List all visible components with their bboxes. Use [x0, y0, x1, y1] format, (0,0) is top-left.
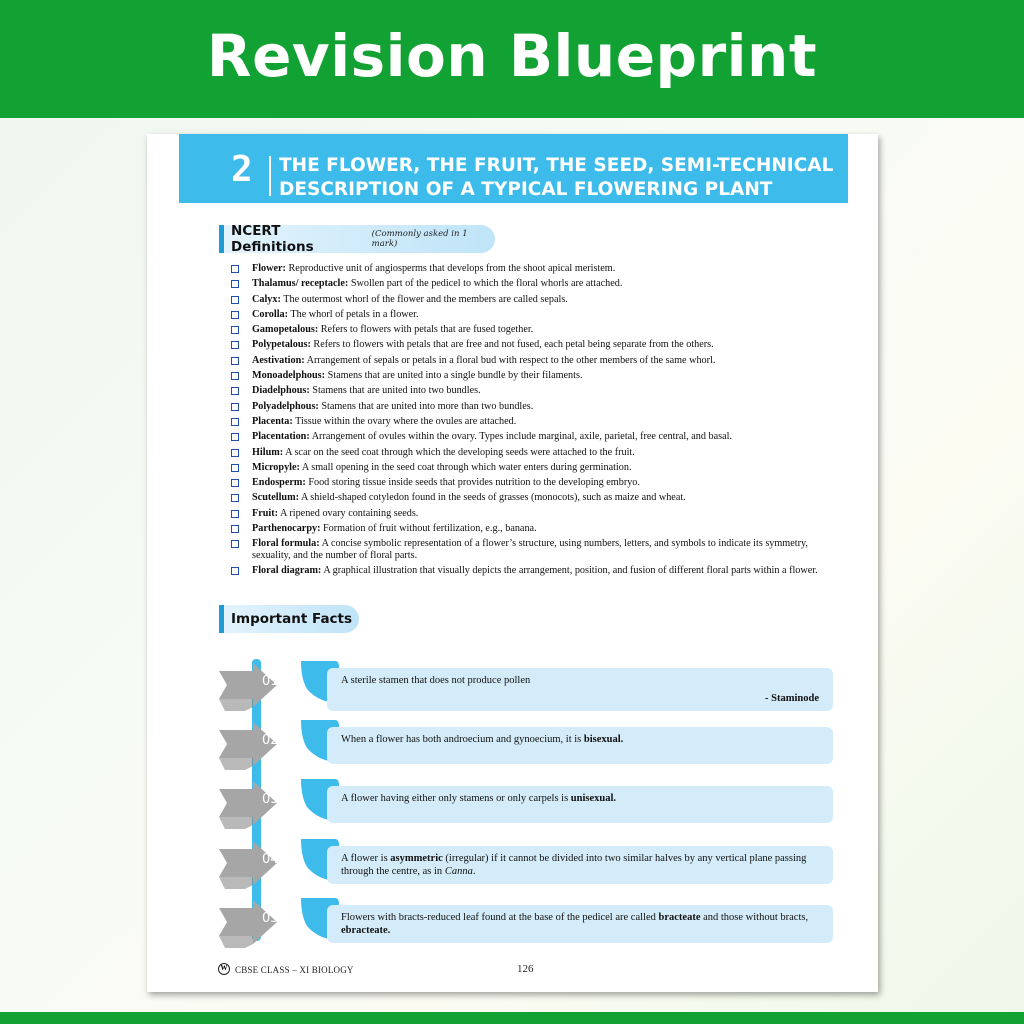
definition-item	[231, 508, 835, 519]
page-number: 126	[517, 963, 534, 975]
definition-term: Placentation:	[252, 431, 310, 443]
chapter-title-line1: THE FLOWER, THE FRUIT, THE SEED, SEMI-TECHNICAL	[279, 155, 834, 176]
checkbox-bullet-icon	[231, 525, 239, 533]
checkbox-bullet-icon	[231, 280, 239, 288]
checkbox-bullet-icon	[231, 326, 239, 334]
fact-text	[341, 911, 819, 937]
fact-number: 01	[262, 674, 279, 689]
definition-term: Polypetalous:	[252, 339, 311, 351]
checkbox-bullet-icon	[231, 449, 239, 457]
definition-text: Tissue within the ovary where the ovules are attached.	[295, 415, 517, 427]
definition-item	[231, 370, 835, 381]
definition-term: Floral formula:	[252, 538, 320, 550]
fact-key-term: ebracteate.	[341, 925, 391, 936]
fact-text	[341, 792, 819, 805]
chapter-divider	[269, 156, 271, 196]
fact-text-box	[327, 668, 833, 711]
definition-item	[231, 523, 835, 534]
definition-term: Hilum:	[252, 446, 284, 458]
fact-number: 04	[262, 852, 279, 867]
fact-text-part: and those without bracts,	[700, 912, 809, 923]
fact-text-box	[327, 786, 833, 823]
grey-arrow-icon	[219, 659, 299, 711]
checkbox-bullet-icon	[231, 341, 239, 349]
fact-text-part: A sterile stamen that does not produce pollen	[341, 675, 531, 686]
chapter-header	[179, 134, 848, 203]
checkbox-bullet-icon	[231, 567, 239, 575]
definition-item	[231, 477, 835, 488]
ncert-definitions-heading	[219, 225, 495, 253]
checkbox-bullet-icon	[231, 387, 239, 395]
fact-key-term: bracteate	[658, 912, 701, 923]
definition-term: Micropyle:	[252, 461, 300, 473]
definition-text: Refers to flowers with petals that are fused together.	[320, 324, 534, 336]
definition-item	[231, 447, 835, 458]
checkbox-bullet-icon	[231, 433, 239, 441]
definition-text: Stamens that are united into more than two bundles.	[321, 400, 534, 412]
definition-text: A ripened ovary containing seeds.	[280, 507, 419, 519]
definition-text: The whorl of petals in a flower.	[290, 308, 419, 320]
checkbox-bullet-icon	[231, 296, 239, 304]
definition-item	[231, 385, 835, 396]
checkbox-bullet-icon	[231, 357, 239, 365]
fact-row	[219, 896, 839, 956]
grey-arrow-icon	[219, 896, 299, 948]
definition-item	[231, 431, 835, 442]
fact-text-box	[327, 846, 833, 884]
fact-text-part: Flowers with bracts-reduced leaf found at the base of the pedicel are called	[341, 912, 659, 923]
definition-text: Arrangement of ovules within the ovary. Types include marginal, axile, parietal, free central, and basal.	[311, 431, 733, 443]
definition-text: A concise symbolic representation of a flower’s structure, using numbers, letters, and symbols to indicate its symmetry, sexuality, and the number of floral parts.	[252, 538, 808, 561]
definition-term: Endosperm:	[252, 477, 306, 489]
fact-example: Canna	[444, 866, 473, 877]
definition-text: Formation of fruit without fertilization, e.g., banana.	[323, 523, 537, 535]
fact-text-part: (irregular) if it cannot be divided into two similar halves by any vertical plane passing through the centre, as in	[341, 853, 807, 877]
definition-term: Diadelphous:	[252, 385, 310, 397]
ncert-heading-note: (Commonly asked in 1 mark)	[371, 229, 468, 249]
fact-number: 02	[262, 733, 279, 748]
definition-item	[231, 278, 835, 289]
definition-text: Stamens that are united into two bundles.	[312, 385, 481, 397]
fact-text	[341, 733, 819, 746]
publisher-logo-icon: W	[218, 963, 230, 975]
checkbox-bullet-icon	[231, 464, 239, 472]
grey-arrow-icon	[219, 777, 299, 829]
checkbox-bullet-icon	[231, 418, 239, 426]
fact-key-term: bisexual.	[583, 734, 624, 745]
definition-list	[231, 263, 835, 580]
fact-text-part: A flower is	[341, 853, 391, 864]
definition-text: The outermost whorl of the flower and the members are called sepals.	[283, 293, 568, 305]
definition-term: Floral diagram:	[252, 565, 322, 577]
definition-item	[231, 401, 835, 412]
definition-item	[231, 294, 835, 305]
definition-term: Flower:	[252, 263, 286, 274]
facts-heading-text: Important Facts	[231, 611, 353, 627]
ncert-heading-text: NCERT Definitions	[231, 223, 314, 255]
grey-arrow-icon	[219, 718, 299, 770]
chapter-title	[279, 154, 839, 202]
checkbox-bullet-icon	[231, 372, 239, 380]
fact-key-term: asymmetric	[390, 853, 443, 864]
fact-text-box	[327, 727, 833, 764]
definition-item	[231, 324, 835, 335]
definition-term: Thalamus/ receptacle:	[252, 278, 349, 290]
footer-book-title: CBSE CLASS – XI BIOLOGY	[235, 965, 354, 975]
definition-term: Placenta:	[252, 415, 293, 427]
fact-key-term: unisexual.	[570, 793, 617, 804]
definition-text: A graphical illustration that visually depicts the arrangement, position, and fusion of different floral parts within a flower.	[323, 565, 818, 577]
definition-text: A scar on the seed coat through which the developing seeds were attached to the fruit.	[285, 446, 635, 458]
definition-term: Parthenocarpy:	[252, 523, 321, 535]
definition-item	[231, 492, 835, 503]
fact-text	[341, 674, 819, 687]
chapter-title-line2: DESCRIPTION OF A TYPICAL FLOWERING PLANT	[279, 179, 773, 200]
definition-text: Reproductive unit of angiosperms that develops from the shoot apical meristem.	[288, 263, 616, 274]
fact-row	[219, 718, 839, 778]
definition-text: A small opening in the seed coat through which water enters during germination.	[301, 461, 632, 473]
fact-text-box	[327, 905, 833, 943]
definition-text: Stamens that are united into a single bundle by their filaments.	[327, 370, 583, 382]
fact-text: A flower is asymmetric (irregular) if it cannot be divided into two similar halves by any vertical plane passing through the centre, as in Canna.	[341, 853, 807, 877]
definition-text: Refers to flowers with petals that are free and not fused, each petal being separate from the others.	[313, 339, 714, 351]
definition-term: Aestivation:	[252, 354, 305, 366]
fact-row	[219, 837, 839, 897]
definition-item	[231, 355, 835, 366]
checkbox-bullet-icon	[231, 494, 239, 502]
definition-term: Polyadelphous:	[252, 400, 319, 412]
checkbox-bullet-icon	[231, 265, 239, 273]
definition-term: Calyx:	[252, 293, 281, 305]
definition-item	[231, 339, 835, 350]
definition-term: Monoadelphous:	[252, 370, 326, 382]
checkbox-bullet-icon	[231, 479, 239, 487]
fact-row	[219, 777, 839, 837]
definition-term: Fruit:	[252, 507, 279, 519]
book-page	[147, 134, 878, 992]
checkbox-bullet-icon	[231, 403, 239, 411]
fact-answer: - Staminode	[765, 693, 819, 704]
chapter-number: 2	[231, 149, 253, 190]
checkbox-bullet-icon	[231, 510, 239, 518]
banner-title: Revision Blueprint	[206, 22, 818, 90]
fact-number: 05	[262, 911, 279, 926]
definition-item	[231, 263, 835, 274]
definition-item	[231, 538, 835, 561]
definition-term: Gamopetalous:	[252, 324, 319, 336]
definition-term: Scutellum:	[252, 492, 299, 504]
important-facts-heading	[219, 605, 359, 633]
definition-item	[231, 309, 835, 320]
top-banner	[0, 0, 1024, 118]
definition-text: Arrangement of sepals or petals in a floral bud with respect to the other members of the same whorl.	[306, 354, 716, 366]
definition-item	[231, 565, 835, 576]
checkbox-bullet-icon	[231, 311, 239, 319]
definition-text: Food storing tissue inside seeds that provides nutrition to the developing embryo.	[308, 477, 640, 489]
definition-text: A shield-shaped cotyledon found in the seeds of grasses (monocots), such as maize and wheat.	[300, 492, 686, 504]
fact-row	[219, 659, 839, 719]
bottom-bar	[0, 1012, 1024, 1024]
fact-text-part: When a flower has both androecium and gynoecium, it is	[341, 734, 584, 745]
fact-text-part: A flower having either only stamens or only carpels is	[341, 793, 571, 804]
definition-item	[231, 462, 835, 473]
definition-text: Swollen part of the pedicel to which the floral whorls are attached.	[350, 278, 623, 290]
fact-number: 03	[262, 792, 279, 807]
grey-arrow-icon	[219, 837, 299, 889]
checkbox-bullet-icon	[231, 540, 239, 548]
definition-item	[231, 416, 835, 427]
definition-term: Corolla:	[252, 308, 289, 320]
